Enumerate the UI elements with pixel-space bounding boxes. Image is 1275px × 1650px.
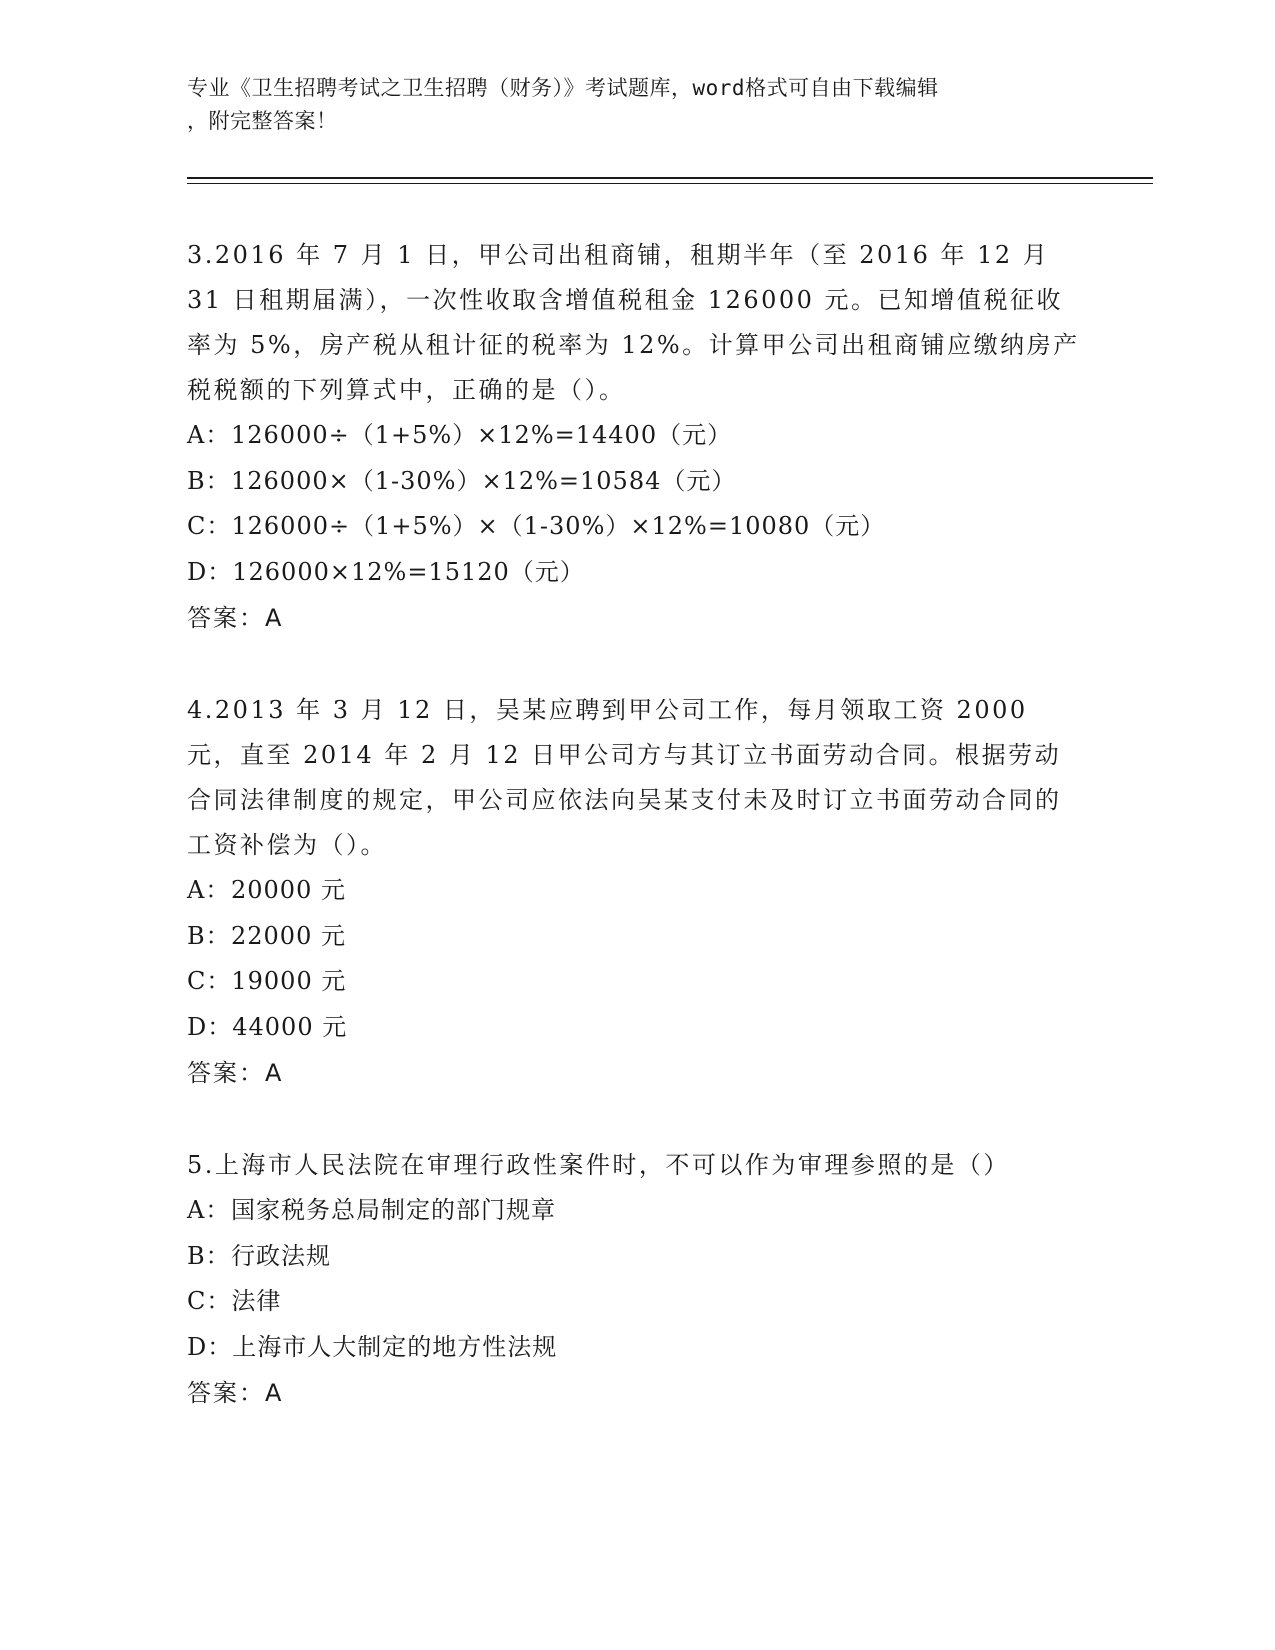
option-text: 126000÷（1+5%）×（1-30%）×12%=10080（元） — [231, 512, 886, 540]
option-key: A： — [187, 1196, 231, 1224]
question-5 — [187, 1143, 1087, 1416]
option-text: 上海市人大制定的地方性法规 — [232, 1332, 558, 1361]
option-d — [187, 550, 1087, 596]
option-d — [187, 1005, 1087, 1051]
option-key: C： — [187, 512, 232, 540]
option-text: 126000×12%=15120（元） — [232, 557, 585, 586]
option-key: A： — [187, 876, 231, 904]
option-key: D： — [187, 1332, 233, 1361]
option-c — [187, 959, 1087, 1005]
option-a — [187, 413, 1087, 459]
option-key: A： — [187, 421, 231, 449]
option-key: D： — [187, 1012, 233, 1041]
option-d — [187, 1325, 1087, 1371]
answer-line: 答案：A — [187, 1059, 284, 1087]
document-header — [187, 72, 1067, 138]
option-key: B： — [187, 466, 231, 495]
option-key: B： — [187, 1241, 231, 1270]
option-b — [187, 914, 1087, 960]
question-stem: 4.2013 年 3 月 12 日，吴某应聘到甲公司工作，每月领取工资 2000 元，直至 2014 年 2 月 12 日甲公司方与其订立书面劳动合同。根据劳动合同法律制度的规定，甲公司应依法向吴某支付未及时订立书面劳动合同的工资补偿为（）。 — [187, 696, 1062, 859]
option-a — [187, 868, 1087, 914]
option-b — [187, 1234, 1087, 1280]
option-text: 法律 — [231, 1287, 282, 1315]
question-4 — [187, 688, 1087, 1096]
option-a — [187, 1188, 1087, 1234]
answer-line: 答案：A — [187, 604, 284, 632]
option-c — [187, 1279, 1087, 1325]
option-text: 22000 元 — [231, 921, 346, 950]
option-key: C： — [187, 967, 232, 995]
option-key: B： — [187, 921, 231, 950]
header-divider-thick — [187, 177, 1153, 179]
option-key: D： — [187, 557, 233, 586]
option-text: 19000 元 — [231, 967, 347, 995]
option-text: 44000 元 — [232, 1012, 348, 1041]
header-line-2: ，附完整答案！ — [187, 109, 338, 133]
option-c — [187, 504, 1087, 550]
option-text: 国家税务总局制定的部门规章 — [231, 1196, 556, 1224]
option-text: 126000×（1-30%）×12%=10584（元） — [231, 466, 737, 495]
option-key: C： — [187, 1287, 232, 1315]
answer-line: 答案：A — [187, 1379, 284, 1407]
header-line-1: 专业《卫生招聘考试之卫生招聘（财务）》考试题库，word格式可自由下载编辑 — [187, 76, 939, 100]
option-text: 20000 元 — [231, 876, 346, 904]
question-3 — [187, 233, 1087, 641]
option-text: 126000÷（1+5%）×12%=14400（元） — [231, 421, 733, 449]
option-b — [187, 459, 1087, 505]
header-divider-thin — [187, 183, 1153, 184]
question-stem: 3.2016 年 7 月 1 日，甲公司出租商铺，租期半年（至 2016 年 12 月 31 日租期届满），一次性收取含增值税租金 126000 元。已知增值税征收率为 5%，房产税从租计征的税率为 12%。计算甲公司出租商铺应缴纳房产税税额的下列算式中，正确的是（）。 — [187, 241, 1080, 404]
option-text: 行政法规 — [231, 1241, 331, 1270]
question-stem: 5.上海市人民法院在审理行政性案件时，不可以作为审理参照的是（） — [187, 1151, 1010, 1179]
